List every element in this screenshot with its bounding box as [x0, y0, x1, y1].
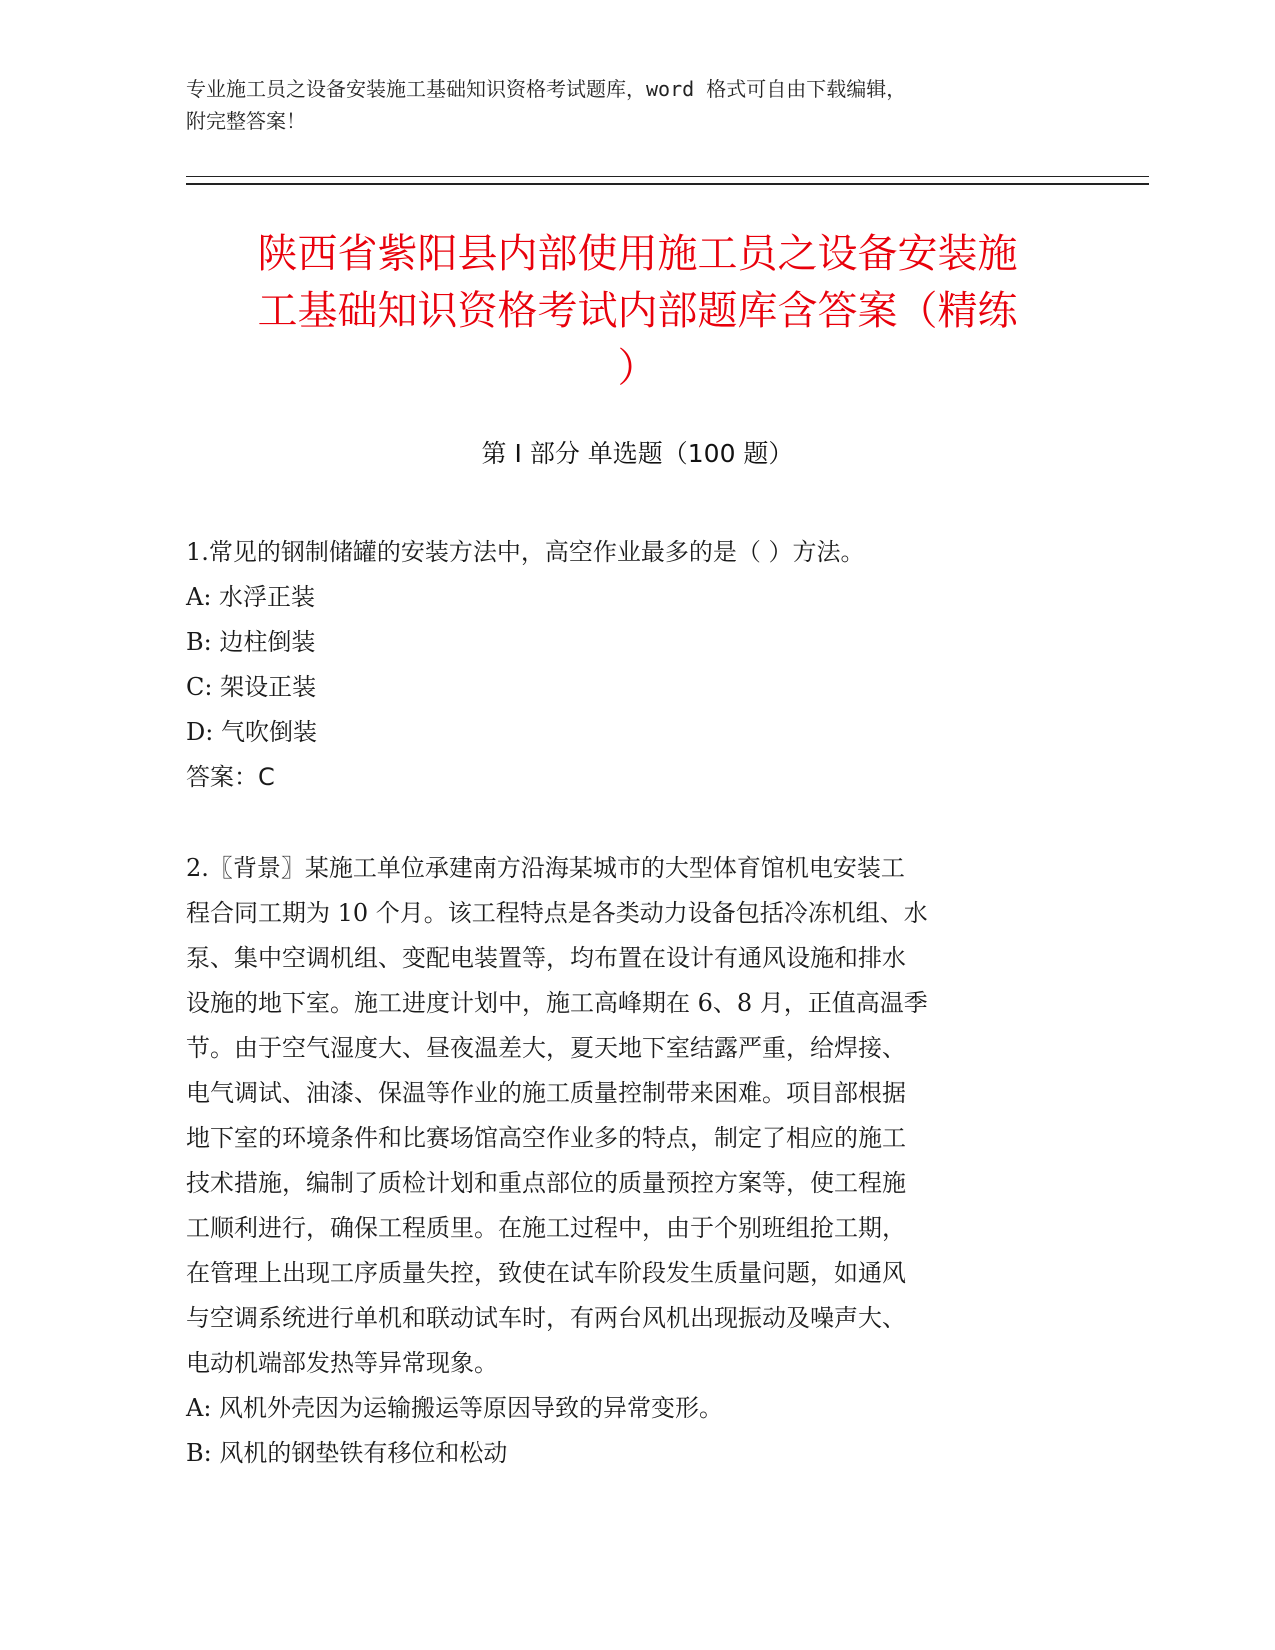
header-rule-thick: [186, 183, 1149, 185]
question-stem-line: 工顺利进行，确保工程质里。在施工过程中，由于个别班组抢工期，: [186, 1214, 906, 1242]
question-stem-line: 1.常见的钢制储罐的安装方法中，高空作业最多的是（ ）方法。: [186, 538, 865, 566]
option-b: B: 边柱倒装: [186, 628, 316, 656]
header-note: [186, 73, 1066, 137]
question-stem-line: 电动机端部发热等异常现象。: [186, 1349, 498, 1377]
question-stem-line: 设施的地下室。施工进度计划中，施工高峰期在 6、8 月，正值高温季: [186, 989, 928, 1017]
question-stem-line: 节。由于空气湿度大、昼夜温差大，夏天地下室结露严重，给焊接、: [186, 1034, 906, 1062]
document-title-line-2: 工基础知识资格考试内部题库含答案（精练: [257, 288, 1018, 334]
header-rule-thin: [186, 176, 1149, 177]
question-stem-line: 与空调系统进行单机和联动试车时，有两台风机出现振动及噪声大、: [186, 1304, 906, 1332]
option-c: C: 架设正装: [186, 673, 317, 701]
header-note-line-1: 专业施工员之设备安装施工基础知识资格考试题库，word 格式可自由下载编辑，: [186, 77, 907, 101]
option-a: A: 风机外壳因为运输搬运等原因导致的异常变形。: [186, 1394, 724, 1422]
question-stem-line: 地下室的环境条件和比赛场馆高空作业多的特点，制定了相应的施工: [186, 1124, 906, 1152]
option-a: A: 水浮正装: [186, 583, 316, 611]
section-heading: 第 I 部分 单选题（100 题）: [481, 439, 794, 468]
question-stem-line: 程合同工期为 10 个月。该工程特点是各类动力设备包括冷冻机组、水: [186, 899, 928, 927]
question-stem-line: 泵、集中空调机组、变配电装置等，均布置在设计有通风设施和排水: [186, 944, 906, 972]
document-title: [190, 226, 1085, 397]
question-stem-line: 电气调试、油漆、保温等作业的施工质量控制带来困难。项目部根据: [186, 1079, 906, 1107]
option-b: B: 风机的钢垫铁有移位和松动: [186, 1439, 508, 1467]
question-stem: [186, 846, 1076, 1386]
question-stem-line: 技术措施，编制了质检计划和重点部位的质量预控方案等，使工程施: [186, 1169, 906, 1197]
question-1: [186, 530, 1076, 800]
question-stem-line: 在管理上出现工序质量失控，致使在试车阶段发生质量问题，如通风: [186, 1259, 906, 1287]
answer-text: 答案：C: [186, 763, 275, 791]
document-title-line-1: 陕西省紫阳县内部使用施工员之设备安装施: [257, 231, 1018, 277]
question-stem: [186, 530, 1076, 575]
question-stem-line: 2.〖背景〗某施工单位承建南方沿海某城市的大型体育馆机电安装工: [186, 854, 905, 882]
document-title-line-3: ）: [617, 345, 658, 391]
option-d: D: 气吹倒装: [186, 718, 317, 746]
question-2: [186, 846, 1076, 1476]
header-note-line-2: 附完整答案！: [186, 109, 306, 133]
